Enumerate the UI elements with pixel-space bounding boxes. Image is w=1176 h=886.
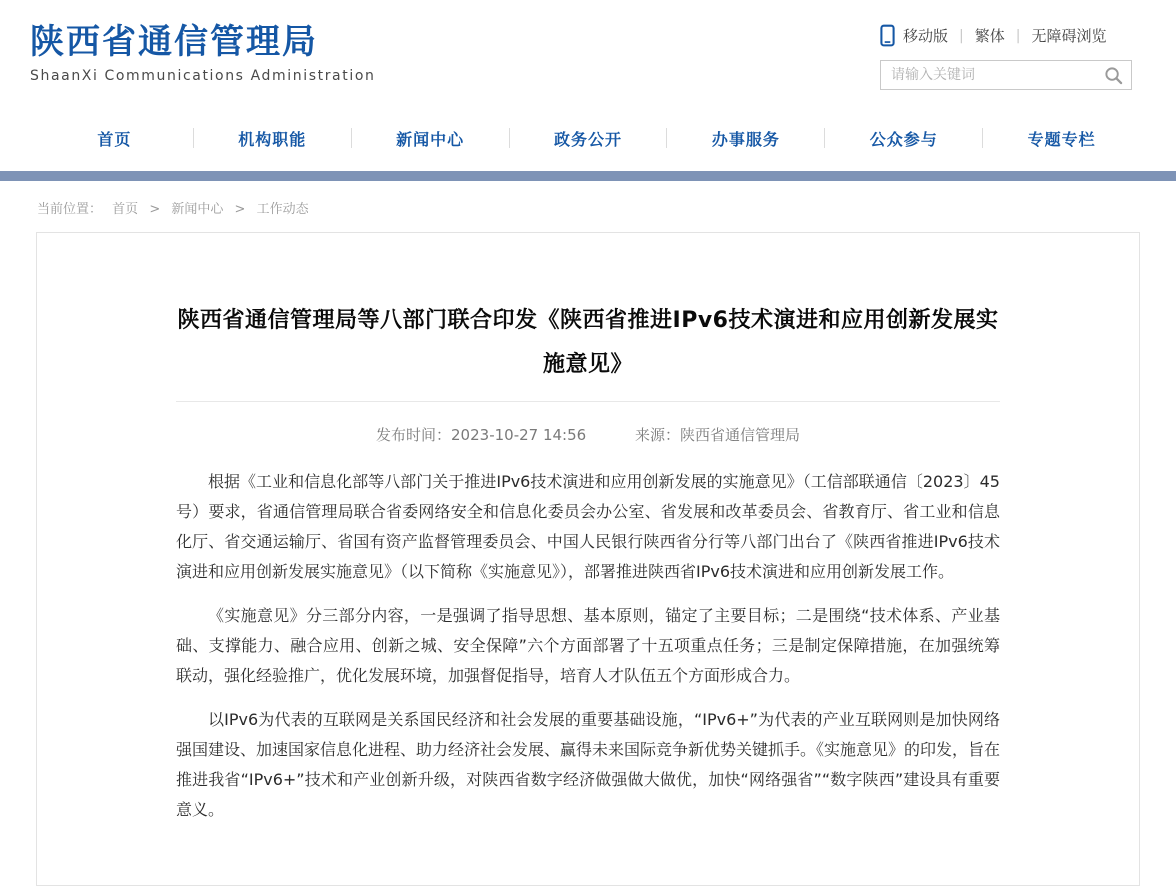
article-paragraph-1: 根据《工业和信息化部等八部门关于推进IPv6技术演进和应用创新发展的实施意见》（工信部联通信〔2023〕45号）要求，省通信管理局联合省委网络安全和信息化委员会办公室、省发展和改革委员会、省教育厅、省工业和信息化厅、省交通运输厅、省国有资产监督管理委员会、中国人民银行陕西省分行等八部门出台了《陕西省推进IPv6技术演进和应用创新发展实施意见》（以下简称《实施意见》），部署推进陕西省IPv6技术演进和应用创新发展工作。 <box>176 472 1000 581</box>
article-meta <box>176 424 1000 445</box>
utility-divider: | <box>1015 27 1021 44</box>
main-nav-inner <box>36 105 1140 171</box>
mobile-icon <box>880 24 895 47</box>
breadcrumb-news-center[interactable]: 新闻中心 <box>171 202 224 217</box>
article-paragraph-3: 以IPv6为代表的互联网是关系国民经济和社会发展的重要基础设施，“IPv6+”为代表的产业互联网则是加快网络强国建设、加速国家信息化进程、助力经济社会发展、赢得未来国际竞争新优势关键抓手。《实施意见》的印发，旨在推进我省“IPv6+”技术和产业创新升级，对陕西省数字经济做强做大做优，加快“网络强省”“数字陕西”建设具有重要意义。 <box>176 710 1001 819</box>
article-paragraph-2: 《实施意见》分三部分内容，一是强调了指导思想、基本原则，锚定了主要目标；二是围绕“技术体系、产业基础、支撑能力、融合应用、创新之城、安全保障”六个方面部署了十五项重点任务；三是制定保障措施，在加强统筹联动，强化经验推广，优化发展环境，加强督促指导，培育人才队伍五个方面形成合力。 <box>176 606 1000 685</box>
site-logo[interactable] <box>30 20 375 84</box>
breadcrumb-label: 当前位置： <box>37 202 103 217</box>
accent-bar <box>0 171 1176 181</box>
utility-divider: | <box>959 27 964 44</box>
search-input[interactable] <box>881 62 1095 88</box>
breadcrumb-separator: > <box>149 202 161 217</box>
nav-item-gov-info[interactable]: 政务公开 <box>554 129 623 149</box>
utility-link-mobile[interactable]: 移动版 <box>903 27 949 45</box>
publish-time-label: 发布时间： <box>376 426 452 444</box>
main-nav <box>0 105 1176 171</box>
breadcrumb-current[interactable]: 工作动态 <box>256 202 309 217</box>
site-header <box>0 0 1176 105</box>
nav-item-home[interactable]: 首页 <box>97 129 132 149</box>
breadcrumb <box>0 181 1176 232</box>
breadcrumb-home[interactable]: 首页 <box>112 202 139 217</box>
article-source <box>635 426 800 444</box>
content-card <box>36 232 1140 886</box>
breadcrumb-separator: > <box>234 202 246 217</box>
search-icon[interactable] <box>1095 66 1131 85</box>
nav-item-news[interactable]: 新闻中心 <box>396 129 465 149</box>
article-title: 陕西省通信管理局等八部门联合印发《陕西省推进IPv6技术演进和应用创新发展实施意见》 <box>177 308 999 377</box>
nav-item-participation[interactable]: 公众参与 <box>869 129 938 149</box>
nav-item-special-topics[interactable]: 专题专栏 <box>1027 129 1096 149</box>
title-divider <box>176 401 1000 402</box>
publish-time-value: 2023-10-27 14:56 <box>451 426 587 444</box>
utility-link-traditional[interactable]: 繁体 <box>974 27 1005 45</box>
site-subtitle: ShaanXi Communications Administration <box>30 68 376 84</box>
source-value: 陕西省通信管理局 <box>679 426 800 444</box>
utility-link-accessibility[interactable]: 无障碍浏览 <box>1031 27 1107 45</box>
nav-item-functions[interactable]: 机构职能 <box>238 129 307 149</box>
site-title: 陕西省通信管理局 <box>30 22 318 62</box>
nav-item-services[interactable]: 办事服务 <box>711 129 780 149</box>
search-box <box>880 60 1132 90</box>
source-label: 来源： <box>634 426 680 444</box>
header-right <box>880 24 1136 90</box>
publish-time <box>376 426 586 444</box>
utility-links <box>880 24 1136 47</box>
article <box>176 299 1000 825</box>
